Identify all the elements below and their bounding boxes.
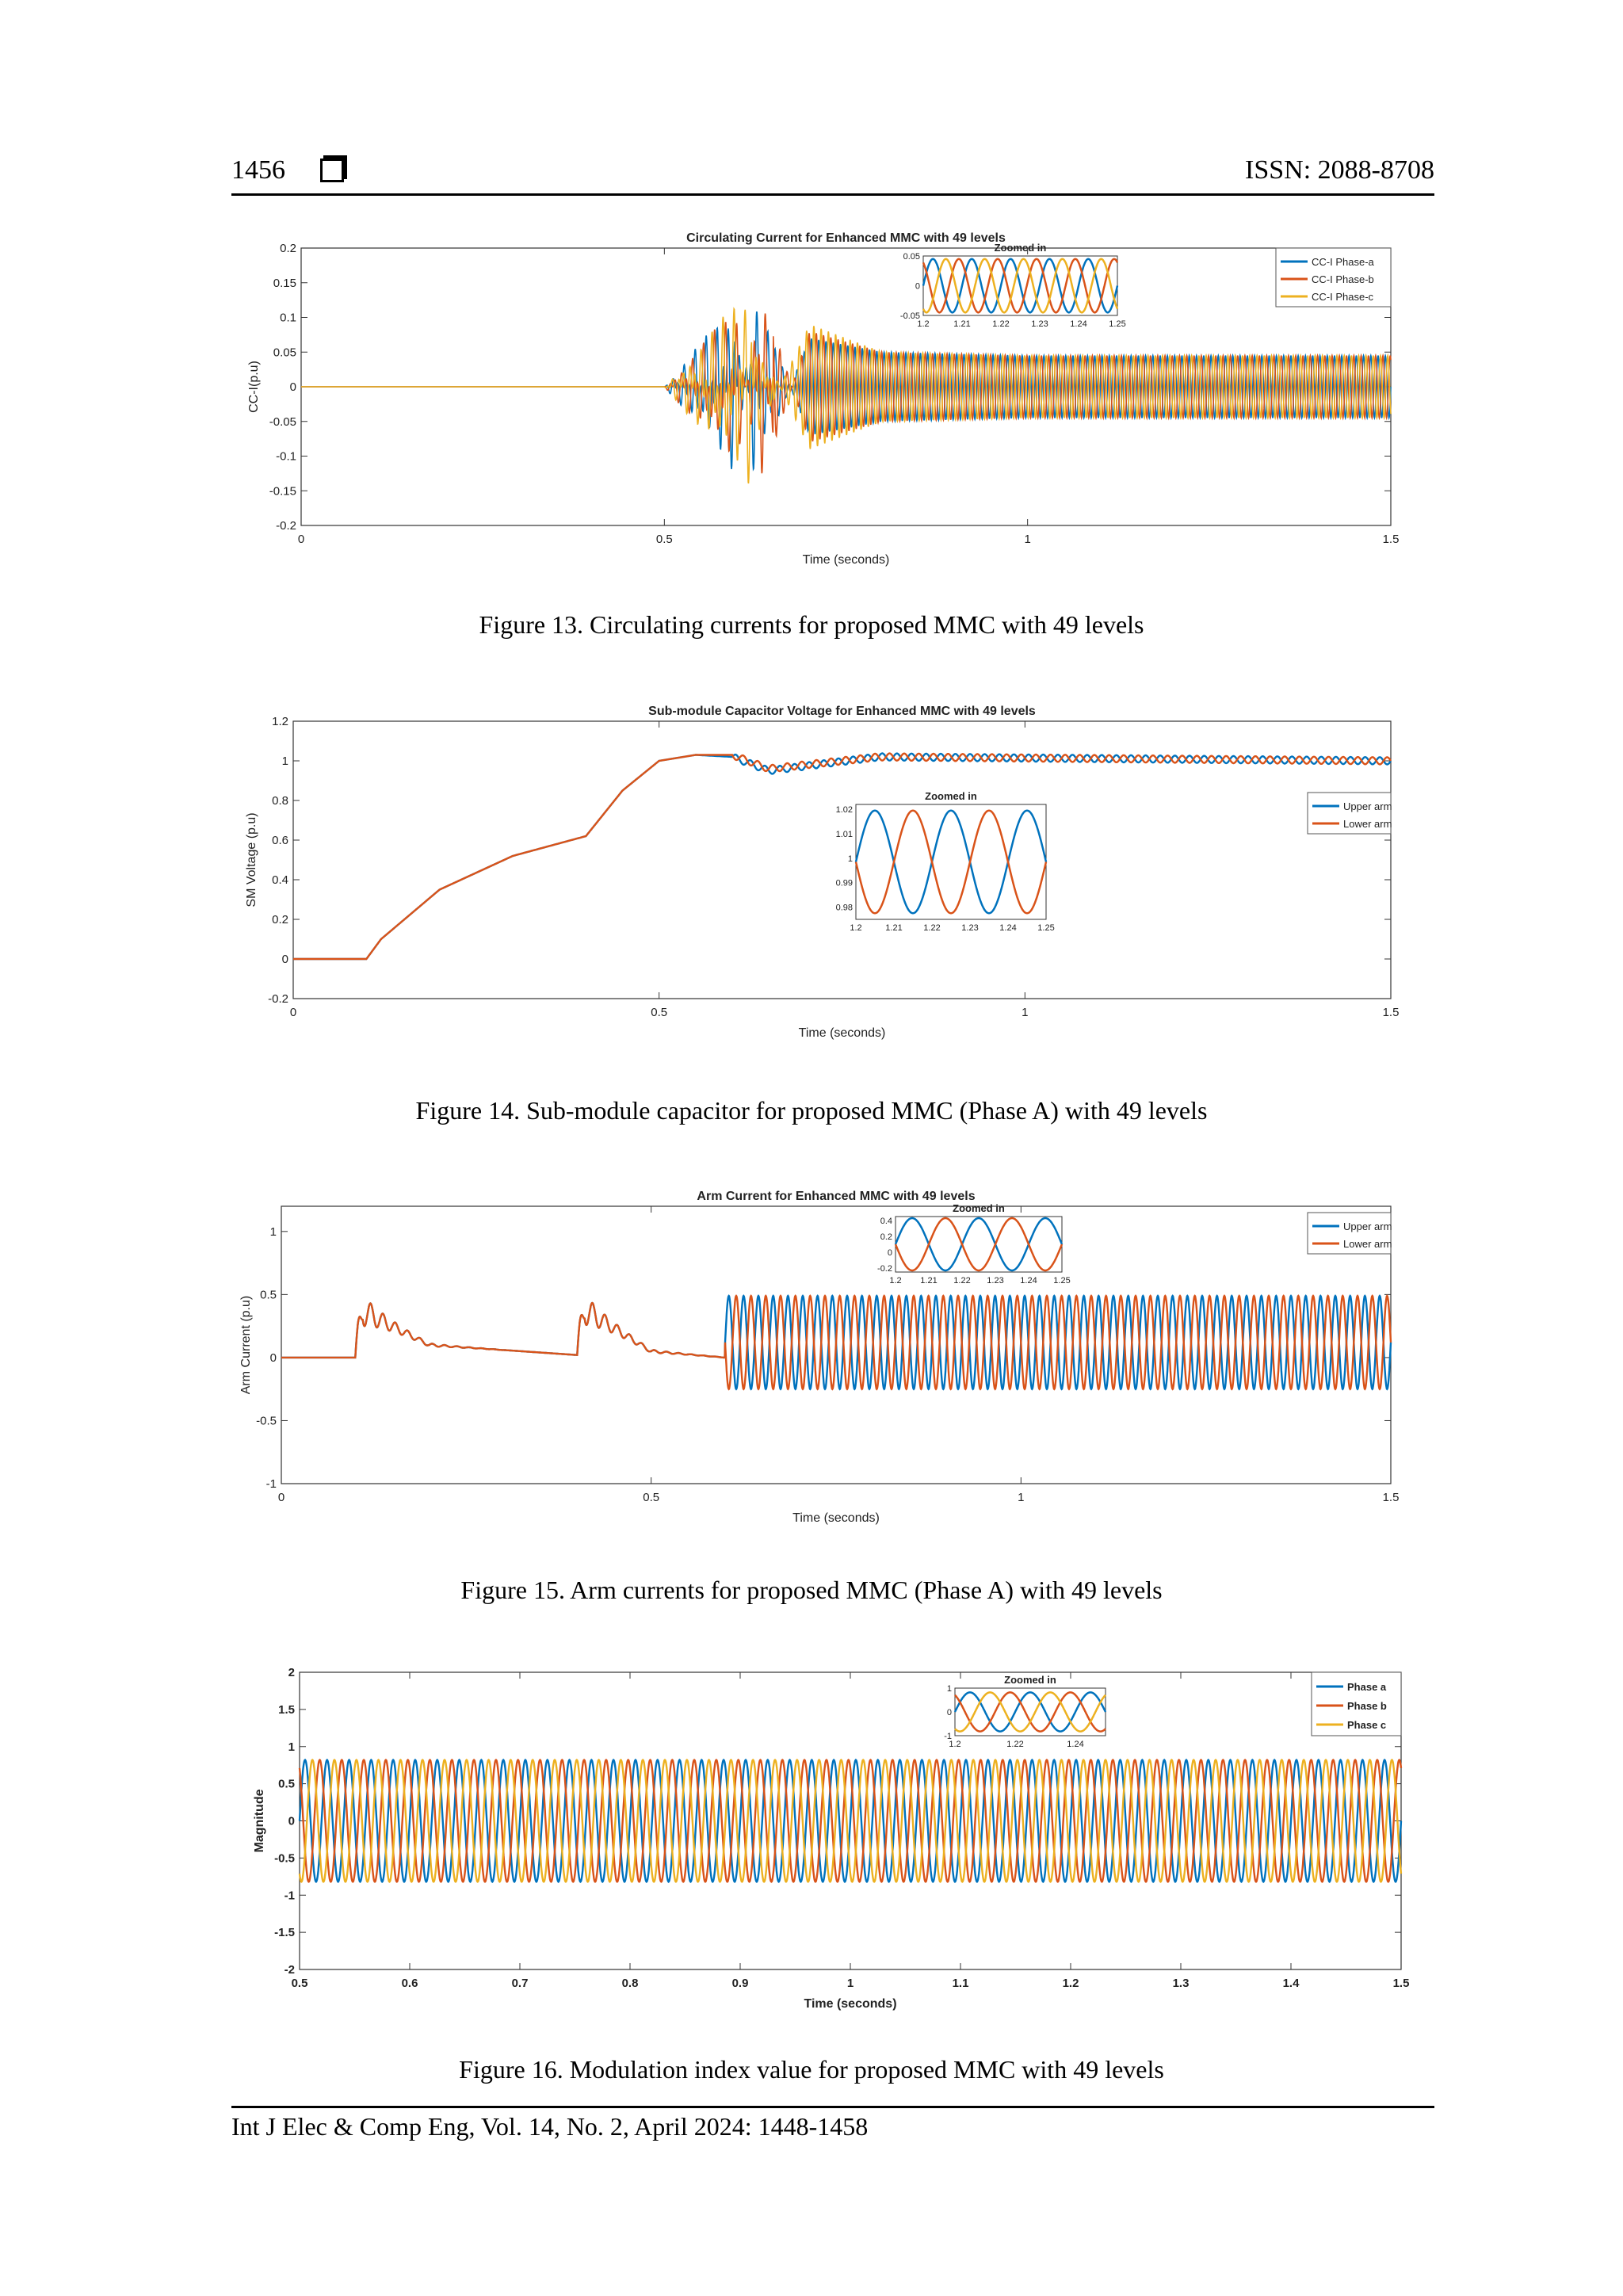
sm-capacitor-voltage-chart — [238, 701, 1442, 1062]
x-tick-label: 0 — [289, 1006, 297, 1019]
y-tick-label: -0.05 — [269, 415, 296, 429]
legend-label: Lower arm — [1343, 818, 1392, 830]
x-tick-label: 0.5 — [651, 1006, 668, 1019]
inset-x-tick-label: 1.25 — [1053, 1276, 1071, 1286]
inset-y-tick-label: 1.01 — [835, 830, 853, 840]
y-tick-label: 1 — [288, 1740, 295, 1754]
inset-frame — [955, 1688, 1106, 1736]
inset-y-tick-label: -0.05 — [899, 311, 920, 321]
y-tick-label: -0.1 — [276, 449, 296, 464]
y-tick-label: -0.5 — [256, 1414, 277, 1428]
inset-x-tick-label: 1.22 — [953, 1276, 971, 1286]
legend-label: Lower arm — [1343, 1238, 1392, 1250]
y-tick-label: 0.8 — [272, 794, 288, 808]
inset-x-tick-label: 1.24 — [1020, 1276, 1037, 1286]
y-tick-label: 0.05 — [273, 346, 296, 360]
y-tick-label: 1.2 — [272, 715, 288, 728]
x-tick-label: 1.5 — [1392, 1977, 1410, 1990]
legend-label: Phase a — [1347, 1681, 1387, 1693]
y-tick-label: 0 — [289, 380, 296, 394]
x-axis-label: Time (seconds) — [798, 1026, 886, 1040]
inset-x-tick-label: 1.22 — [992, 319, 1010, 329]
x-tick-label: 0 — [277, 1491, 285, 1504]
page-number: 1456 — [231, 155, 285, 185]
header-rule — [231, 193, 1434, 196]
y-tick-label: -0.5 — [274, 1851, 295, 1866]
inset-title: Zoomed in — [953, 1202, 1005, 1214]
y-tick-label: 0.5 — [278, 1777, 295, 1791]
inset-x-tick-label: 1.25 — [1109, 319, 1126, 329]
legend-label: Phase b — [1347, 1700, 1387, 1712]
inset-x-tick-label: 1.22 — [1006, 1740, 1024, 1749]
y-tick-label: 0.2 — [280, 242, 296, 255]
inset-x-tick-label: 1.24 — [1067, 1740, 1084, 1749]
x-tick-label: 1 — [1022, 1006, 1029, 1019]
inset-y-tick-label: 1.02 — [835, 805, 853, 816]
y-tick-label: 1 — [269, 1224, 277, 1239]
inset-y-tick-label: 0.05 — [903, 252, 920, 262]
inset-y-tick-label: 0 — [946, 1708, 952, 1717]
y-tick-label: 2 — [288, 1666, 295, 1679]
x-axis-label: Time (seconds) — [804, 1997, 897, 2011]
y-tick-label: 0 — [288, 1814, 295, 1828]
legend-label: Upper arm — [1343, 1221, 1392, 1232]
inset-y-tick-label: 0.4 — [880, 1217, 892, 1226]
y-tick-label: -1 — [284, 1889, 295, 1903]
x-tick-label: 1.5 — [1382, 1491, 1400, 1504]
y-axis-label: Magnitude — [253, 1789, 266, 1853]
chart-title: Arm Current for Enhanced MMC with 49 levels — [697, 1190, 976, 1203]
figure-13-caption: Figure 13. Circulating currents for proposed MMC with 49 levels — [479, 610, 1144, 639]
x-tick-label: 1 — [846, 1977, 854, 1990]
figure-14-caption: Figure 14. Sub-module capacitor for proposed MMC (Phase A) with 49 levels — [415, 1096, 1208, 1125]
inset-x-tick-label: 1.25 — [1037, 923, 1055, 933]
footer-rule — [231, 2106, 1434, 2108]
inset-title: Zoomed in — [925, 790, 977, 802]
x-tick-label: 0.8 — [621, 1977, 639, 1990]
x-tick-label: 1.5 — [1382, 533, 1400, 546]
y-tick-label: 0.5 — [260, 1288, 277, 1302]
legend-label: Phase c — [1347, 1719, 1387, 1731]
y-tick-label: 0.2 — [272, 913, 288, 926]
chart-title: Sub-module Capacitor Voltage for Enhanced MMC with 49 levels — [648, 705, 1036, 718]
box-bullet-icon — [320, 159, 344, 182]
legend-label: CC-I Phase-c — [1312, 291, 1374, 303]
y-tick-label: 1.5 — [278, 1702, 295, 1717]
y-tick-label: 0.1 — [280, 311, 296, 325]
y-tick-label: 0 — [269, 1350, 277, 1365]
y-tick-label: -1.5 — [274, 1926, 295, 1940]
x-axis-label: Time (seconds) — [792, 1511, 880, 1525]
inset-y-tick-label: 0.99 — [835, 878, 853, 888]
inset-y-tick-label: 1 — [946, 1684, 952, 1694]
issn-label: ISSN: 2088-8708 — [1245, 155, 1434, 185]
inset-x-tick-label: 1.2 — [949, 1740, 961, 1749]
x-tick-label: 1.3 — [1172, 1977, 1190, 1990]
circulating-current-chart — [238, 220, 1442, 577]
x-tick-label: 1.1 — [952, 1977, 969, 1990]
x-tick-label: 0.6 — [401, 1977, 418, 1990]
y-tick-label: -0.2 — [276, 519, 296, 533]
y-axis-label: CC-I(p.u) — [247, 361, 261, 413]
y-axis-label: Arm Current (p.u) — [239, 1295, 253, 1395]
y-tick-label: 0 — [281, 953, 288, 966]
inset-y-tick-label: 0.2 — [880, 1232, 892, 1242]
chart-title: Circulating Current for Enhanced MMC with 49 levels — [686, 231, 1006, 245]
inset-y-tick-label: -1 — [944, 1732, 952, 1741]
inset-x-tick-label: 1.22 — [923, 923, 941, 933]
x-tick-label: 0.9 — [731, 1977, 749, 1990]
x-tick-label: 1 — [1018, 1491, 1025, 1504]
inset-title: Zoomed in — [994, 242, 1047, 254]
inset-x-tick-label: 1.23 — [987, 1276, 1004, 1286]
x-tick-label: 1.4 — [1282, 1977, 1300, 1990]
x-tick-label: 1.2 — [1062, 1977, 1079, 1990]
inset-x-tick-label: 1.23 — [961, 923, 979, 933]
figure-15-caption: Figure 15. Arm currents for proposed MMC (Phase A) with 49 levels — [460, 1576, 1163, 1604]
x-tick-label: 1 — [1024, 533, 1031, 546]
x-tick-label: 0 — [297, 533, 305, 546]
inset-x-tick-label: 1.21 — [953, 319, 971, 329]
y-axis-label: SM Voltage (p.u) — [245, 812, 258, 907]
inset-x-tick-label: 1.2 — [850, 923, 862, 933]
x-tick-label: 0.5 — [655, 533, 673, 546]
x-tick-label: 0.7 — [511, 1977, 529, 1990]
x-tick-label: 1.5 — [1382, 1006, 1400, 1019]
inset-y-tick-label: 1 — [847, 854, 853, 864]
footer-citation: Int J Elec & Comp Eng, Vol. 14, No. 2, April 2024: 1448-1458 — [231, 2112, 869, 2141]
inset-y-tick-label: 0 — [915, 281, 920, 292]
inset-frame — [856, 804, 1046, 919]
inset-x-tick-label: 1.2 — [917, 319, 930, 329]
y-tick-label: 0.15 — [273, 276, 296, 290]
y-tick-label: 0.6 — [272, 834, 288, 847]
inset-y-tick-label: 0.98 — [835, 903, 853, 913]
y-tick-label: -2 — [284, 1963, 295, 1977]
legend-label: CC-I Phase-b — [1312, 273, 1374, 285]
page-header — [231, 155, 1434, 195]
x-axis-label: Time (seconds) — [802, 553, 890, 567]
figure-16-caption: Figure 16. Modulation index value for proposed MMC with 49 levels — [459, 2055, 1164, 2084]
y-tick-label: -1 — [265, 1477, 277, 1491]
x-tick-label: 0.5 — [291, 1977, 308, 1990]
inset-x-tick-label: 1.24 — [999, 923, 1017, 933]
y-tick-label: -0.2 — [268, 992, 288, 1006]
legend-label: Upper arm — [1343, 800, 1392, 812]
inset-x-tick-label: 1.24 — [1070, 319, 1087, 329]
y-tick-label: -0.15 — [269, 484, 296, 499]
inset-x-tick-label: 1.21 — [920, 1276, 938, 1286]
y-tick-label: 0.4 — [272, 873, 288, 887]
inset-x-tick-label: 1.2 — [889, 1276, 902, 1286]
arm-current-chart — [238, 1185, 1442, 1541]
modulation-index-chart — [238, 1656, 1442, 2021]
inset-x-tick-label: 1.21 — [885, 923, 903, 933]
inset-x-tick-label: 1.23 — [1031, 319, 1048, 329]
inset-y-tick-label: -0.2 — [877, 1264, 892, 1274]
y-tick-label: 1 — [281, 755, 288, 768]
legend-label: CC-I Phase-a — [1312, 256, 1374, 268]
inset-y-tick-label: 0 — [887, 1248, 892, 1258]
inset-title: Zoomed in — [1004, 1674, 1056, 1686]
x-tick-label: 0.5 — [643, 1491, 660, 1504]
